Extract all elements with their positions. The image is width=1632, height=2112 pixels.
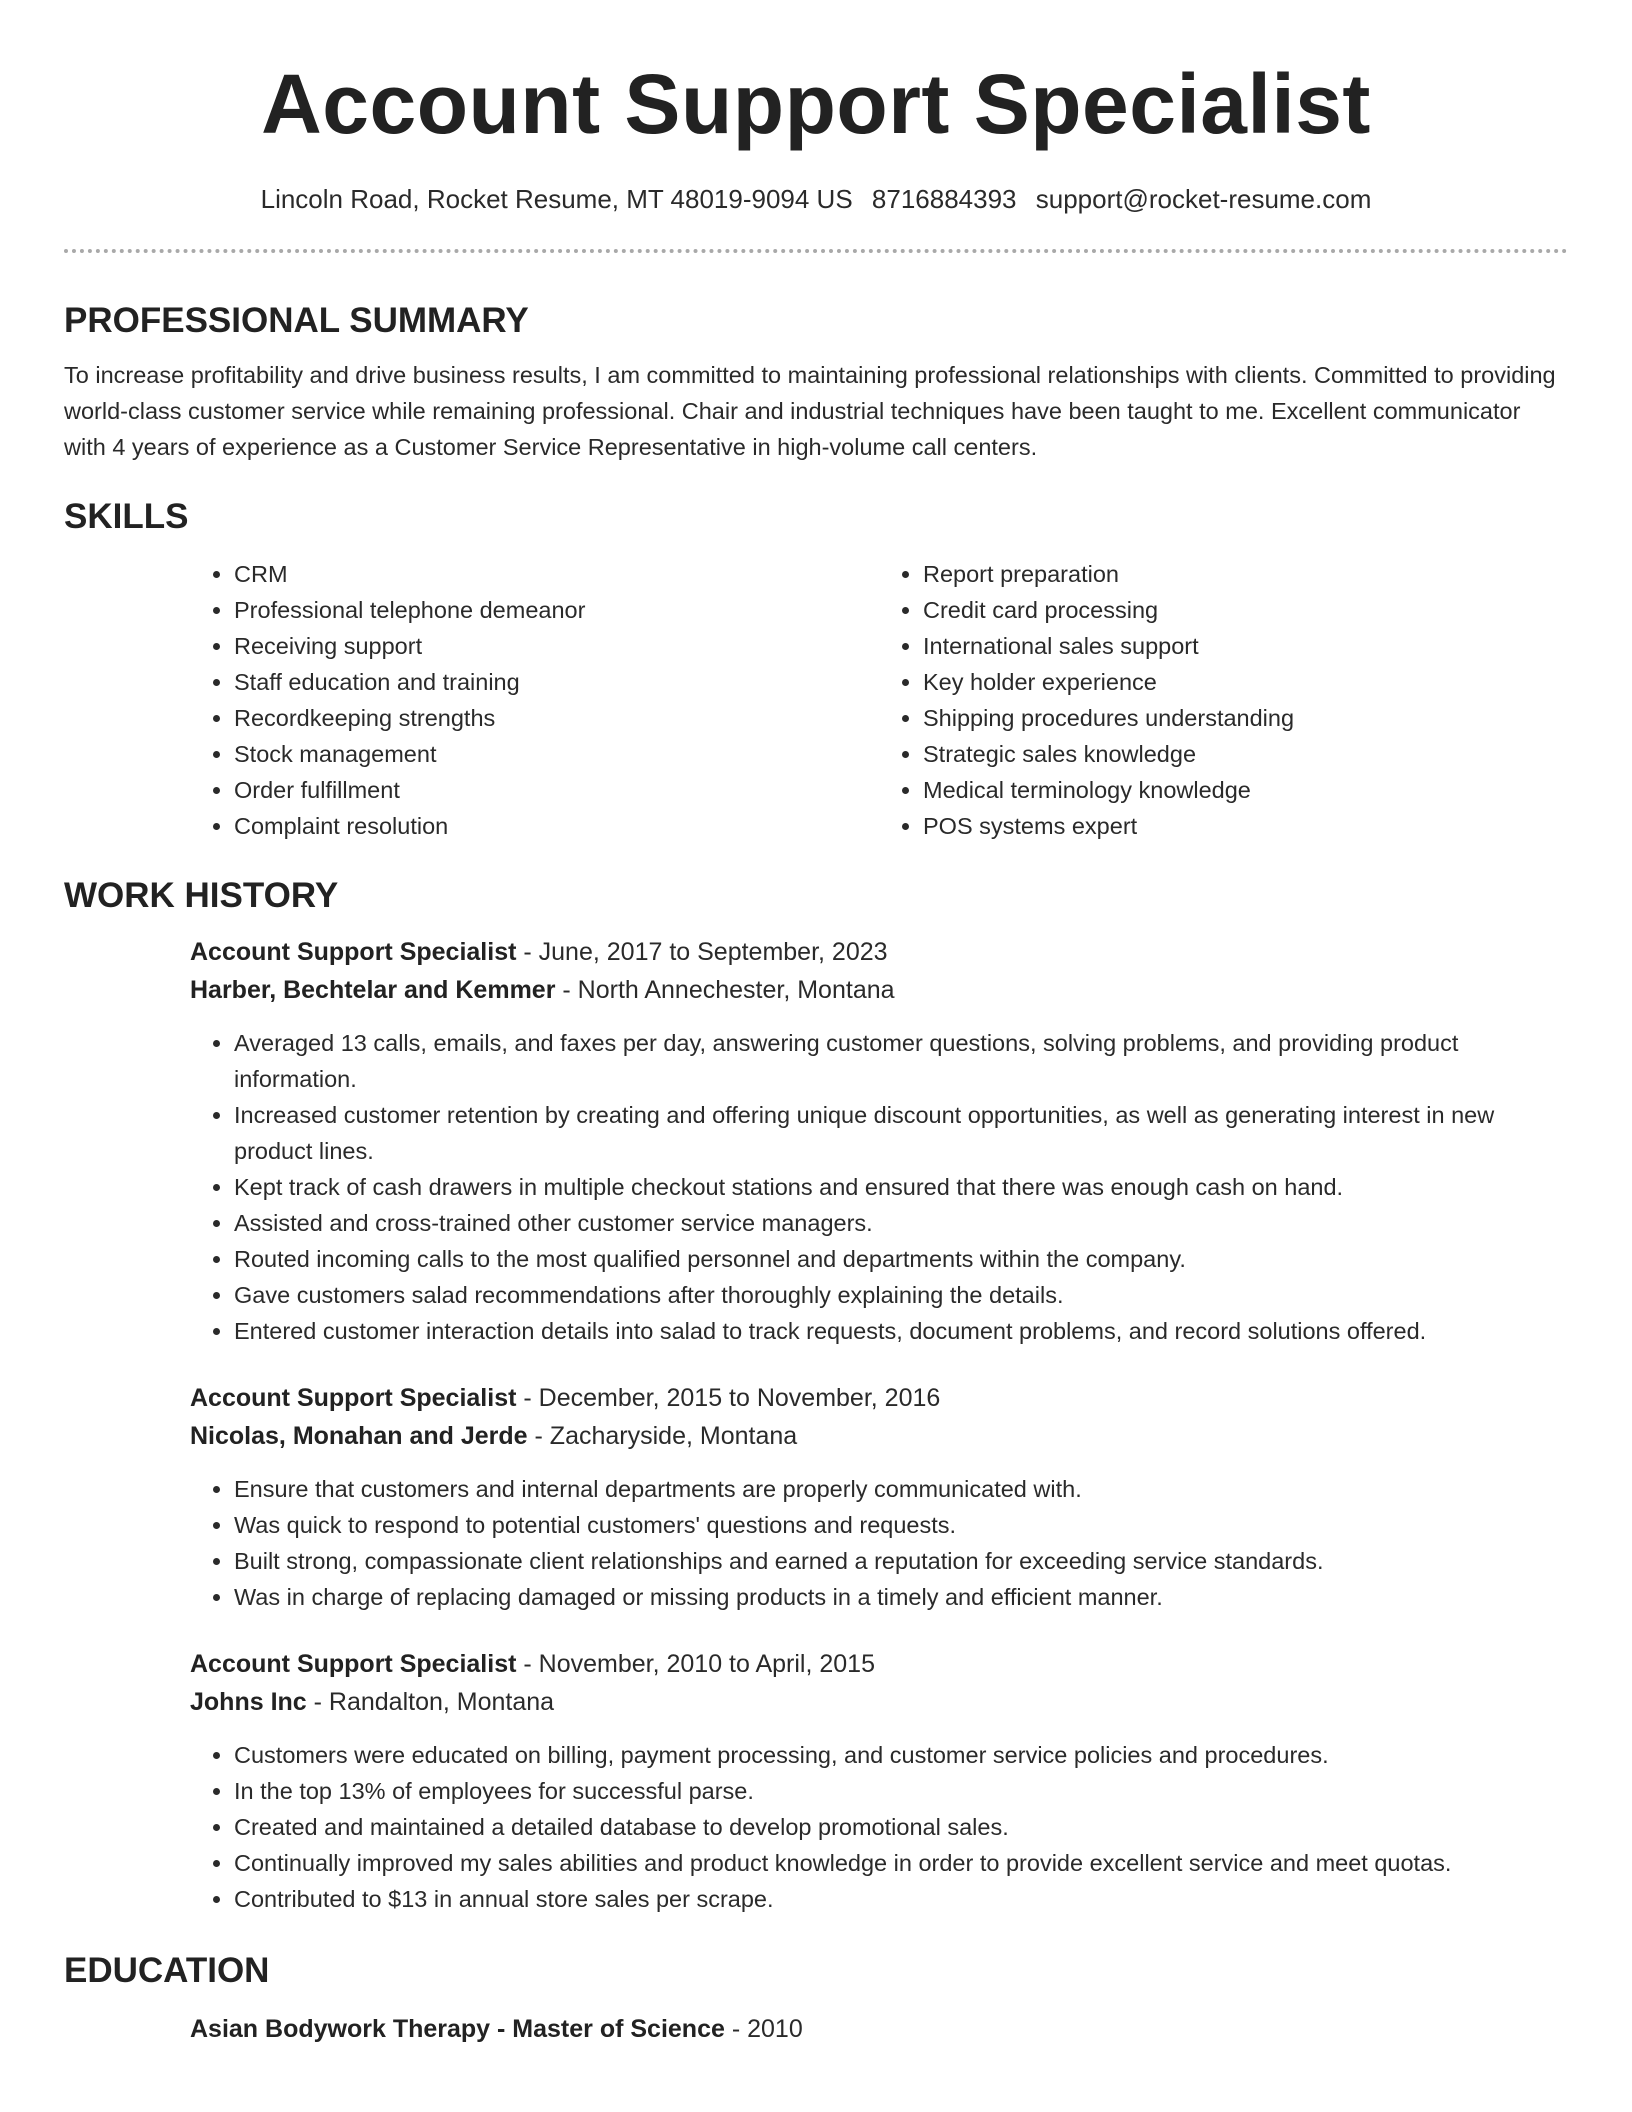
skill-item: • Key holder experience — [923, 664, 1568, 700]
job-bullet: • Averaged 13 calls, emails, and faxes per day, answering customer questions, solving problems, and providing product information. — [234, 1025, 1568, 1097]
job-bullet: • Was in charge of replacing damaged or missing products in a timely and efficient manner. — [234, 1579, 1568, 1615]
contact-phone: 8716884393 — [871, 184, 1017, 214]
skill-item: • Shipping procedures understanding — [923, 700, 1568, 736]
skill-item: • CRM — [234, 556, 879, 592]
summary-heading: PROFESSIONAL SUMMARY — [64, 301, 529, 341]
job-dates: - June, 2017 to September, 2023 — [516, 938, 888, 967]
skill-item: • Stock management — [234, 736, 879, 772]
job-bullet: • Customers were educated on billing, payment processing, and customer service policies and procedures. — [234, 1737, 1568, 1773]
skill-item: • Report preparation — [923, 556, 1568, 592]
contact-email: support@rocket-resume.com — [1035, 184, 1372, 214]
skills-list-left — [190, 556, 879, 844]
job-bullet: • Routed incoming calls to the most qualified personnel and departments within the company. — [234, 1241, 1568, 1277]
skill-item: • Credit card processing — [923, 592, 1568, 628]
job-bullet: • Entered customer interaction details into salad to track requests, document problems, and record solutions offered. — [234, 1313, 1568, 1349]
job-bullet: • Continually improved my sales abilities and product knowledge in order to provide excellent service and meet quotas. — [234, 1845, 1568, 1881]
job-bullet: • Assisted and cross-trained other customer service managers. — [234, 1205, 1568, 1241]
contact-address: Lincoln Road, Rocket Resume, MT 48019-9094 US — [260, 184, 853, 214]
skill-item: • Medical terminology knowledge — [923, 772, 1568, 808]
skills-list-right — [879, 556, 1568, 844]
skill-item: • International sales support — [923, 628, 1568, 664]
job-bullet: • Contributed to $13 in annual store sales per scrape. — [234, 1881, 1568, 1917]
job-title-line — [190, 1379, 1568, 1417]
job-company-line — [190, 1417, 1568, 1455]
skills-columns — [190, 556, 1568, 844]
job-company: Johns Inc — [190, 1688, 307, 1717]
job-dates: - December, 2015 to November, 2016 — [516, 1384, 941, 1413]
job-company-line — [190, 971, 1568, 1009]
job-company: Harber, Bechtelar and Kemmer — [190, 976, 556, 1005]
education-degree: Asian Bodywork Therapy - Master of Science — [190, 2015, 725, 2044]
job-bullets — [190, 1471, 1568, 1615]
job-location: - North Annechester, Montana — [555, 976, 895, 1005]
job-bullets — [190, 1737, 1568, 1917]
job-location: - Randalton, Montana — [306, 1688, 555, 1717]
skill-item: • Receiving support — [234, 628, 879, 664]
resume-name: Account Support Specialist — [261, 57, 1371, 151]
work-history-heading: WORK HISTORY — [64, 876, 339, 916]
skill-item: • Complaint resolution — [234, 808, 879, 844]
job-entry — [190, 1645, 1568, 1917]
summary-text: To increase profitability and drive business results, I am committed to maintaining professional relationships with clients. Committed to providing world-class customer service while remaining professional. Chair and industrial techniques have been taught to me. Excellent communicator with 4 years of experience as a Customer Service Representative in high-volume call centers. — [64, 362, 1556, 461]
job-title-line — [190, 933, 1568, 971]
job-bullet: • In the top 13% of employees for successful parse. — [234, 1773, 1568, 1809]
education-heading: EDUCATION — [64, 1951, 270, 1991]
job-role: Account Support Specialist — [190, 938, 517, 967]
job-bullet: • Ensure that customers and internal departments are properly communicated with. — [234, 1471, 1568, 1507]
header-divider — [64, 249, 1568, 253]
skill-item: • Strategic sales knowledge — [923, 736, 1568, 772]
job-role: Account Support Specialist — [190, 1384, 517, 1413]
job-company: Nicolas, Monahan and Jerde — [190, 1422, 528, 1451]
job-role: Account Support Specialist — [190, 1650, 517, 1679]
job-entry — [190, 1379, 1568, 1615]
skill-item: • POS systems expert — [923, 808, 1568, 844]
skill-item: • Order fulfillment — [234, 772, 879, 808]
job-dates: - November, 2010 to April, 2015 — [516, 1650, 875, 1679]
job-entry — [190, 933, 1568, 1349]
contact-line — [64, 184, 1568, 215]
job-bullets — [190, 1025, 1568, 1349]
skill-item: • Professional telephone demeanor — [234, 592, 879, 628]
job-bullet: • Gave customers salad recommendations after thoroughly explaining the details. — [234, 1277, 1568, 1313]
job-company-line — [190, 1683, 1568, 1721]
education-entry — [190, 2010, 1568, 2048]
job-bullet: • Was quick to respond to potential customers' questions and requests. — [234, 1507, 1568, 1543]
skill-item: • Staff education and training — [234, 664, 879, 700]
skills-heading: SKILLS — [64, 497, 189, 537]
job-bullet: • Created and maintained a detailed database to develop promotional sales. — [234, 1809, 1568, 1845]
job-title-line — [190, 1645, 1568, 1683]
skill-item: • Recordkeeping strengths — [234, 700, 879, 736]
job-bullet: • Increased customer retention by creating and offering unique discount opportunities, as well as generating interest in new product lines. — [234, 1097, 1568, 1169]
job-bullet: • Kept track of cash drawers in multiple checkout stations and ensured that there was enough cash on hand. — [234, 1169, 1568, 1205]
job-bullet: • Built strong, compassionate client relationships and earned a reputation for exceeding service standards. — [234, 1543, 1568, 1579]
education-year: - 2010 — [724, 2015, 803, 2044]
job-location: - Zacharyside, Montana — [527, 1422, 798, 1451]
